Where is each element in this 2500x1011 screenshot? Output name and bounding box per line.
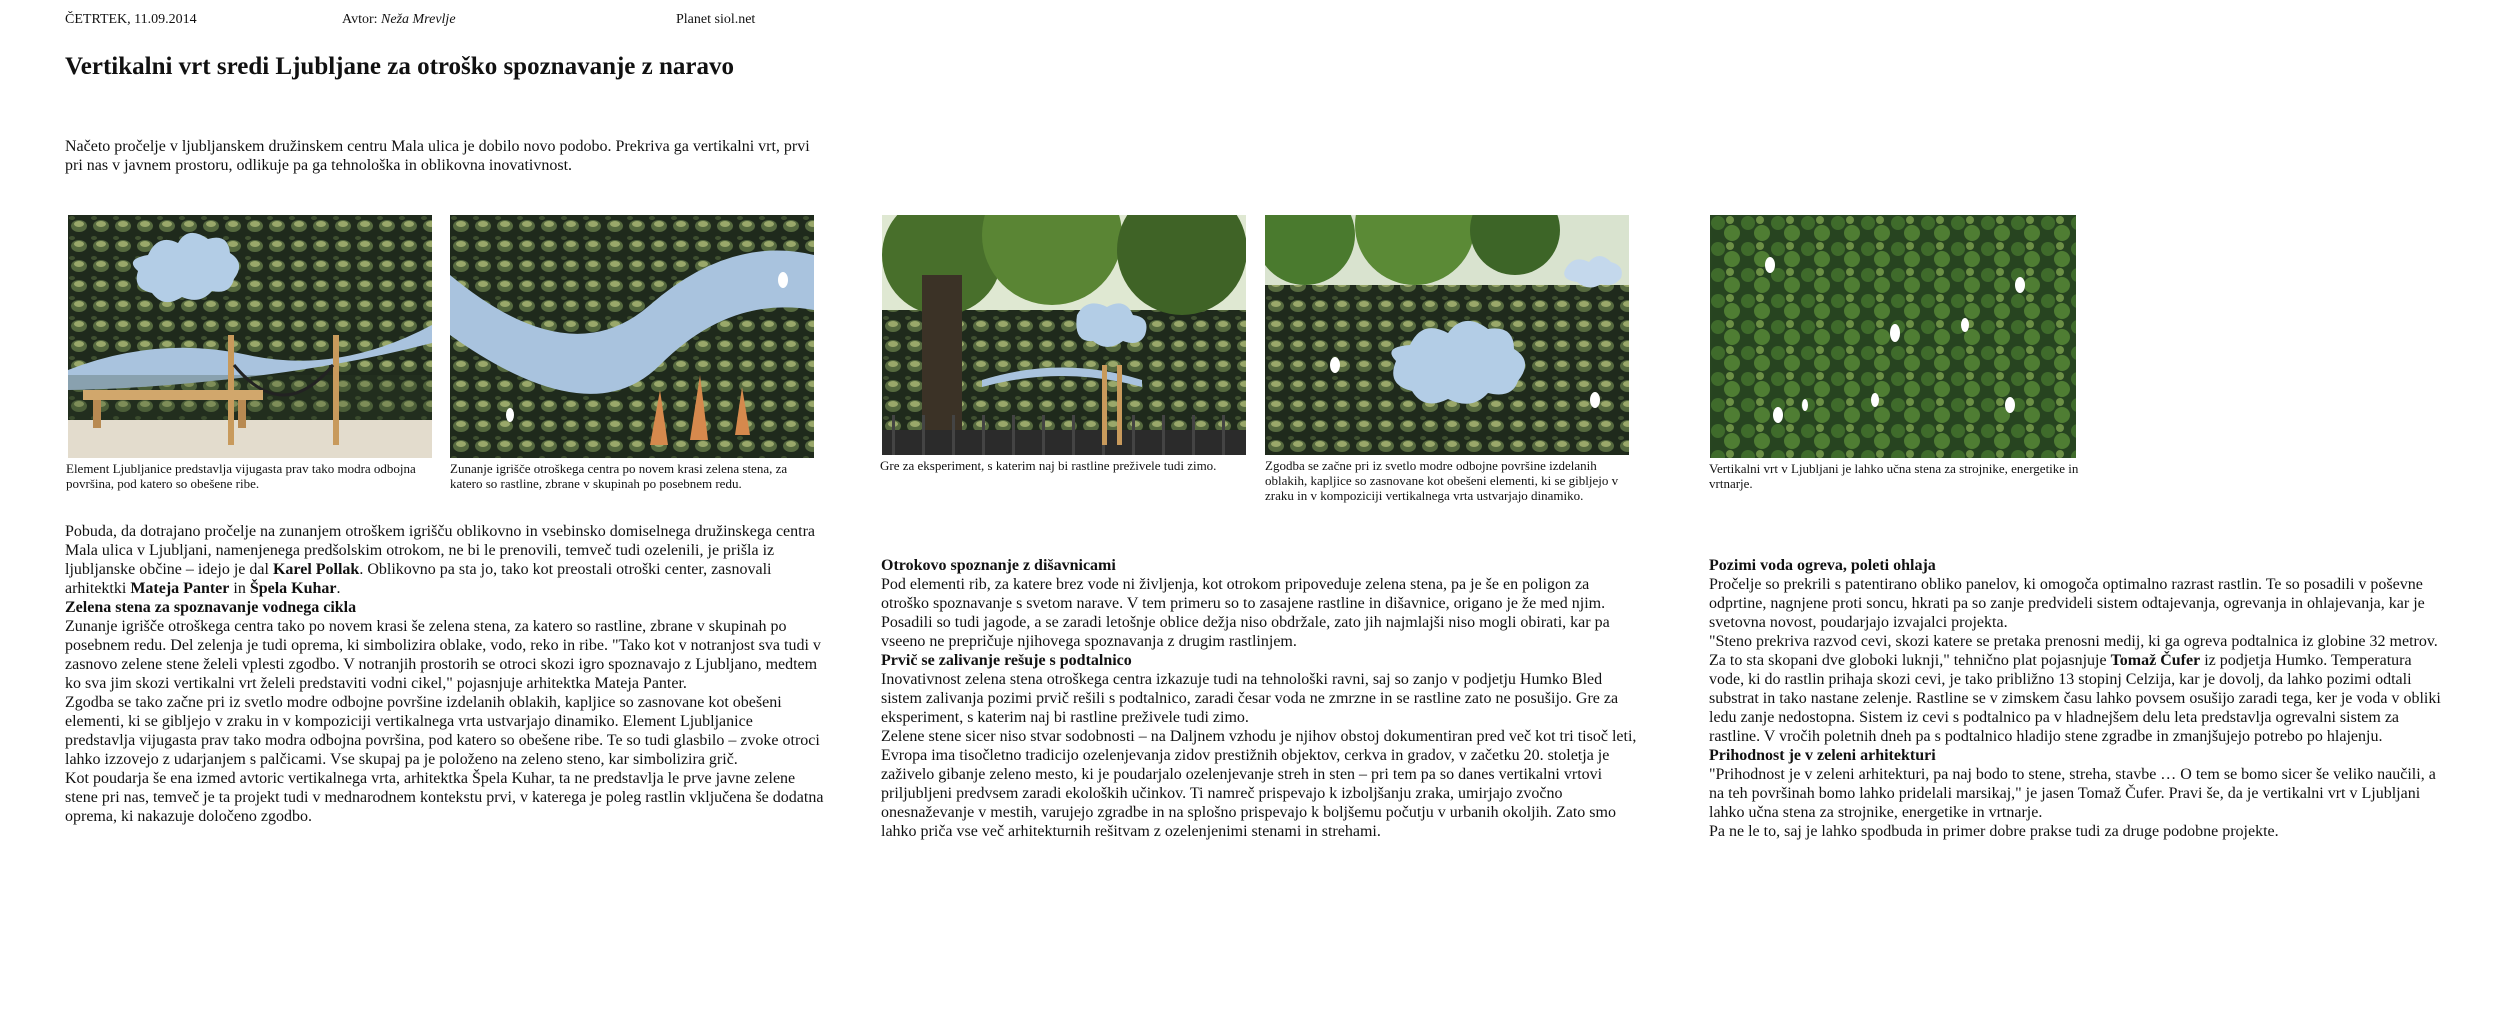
photo-green-wall-wave [450,215,814,458]
text-run: in [229,580,250,597]
section-heading: Otrokovo spoznanje z dišavnicami [881,557,1116,574]
text-run: . [336,580,341,597]
paragraph: Pod elementi rib, za katere brez vode ni življenja, kot otrokom pripoveduje zelena stena, pa je še en poligon za otroško spoznavanje s svetom narave. V tem primeru so to zasajene rastline in dišavnice, origano je že med njim. Posadili so tudi jagode, a se zaradi letošnje oblice dežja niso obdržale, zato jih najmlajši niso mogli obirati, kar pa vseeno ne prepričuje njihovega spoznavanja z drugim rastlinjem. [881,576,1610,650]
paragraph [1709,632,2449,746]
section-heading: Prvič se zalivanje rešuje s podtalnico [881,652,1132,669]
section-heading: Prihodnost je v zeleni arhitekturi [1709,747,1936,764]
paragraph: Zelene stene sicer niso stvar sodobnosti – na Daljnem vzhodu je njihov obstoj dokumentiran pred več kot tri tisoč leti, Evropa ima tisočletno tradicijo ozelenjevanja zidov prestižnih objektov, cerkva in gradov, v začetku 20. stoletja je zaživelo gibanje zeleno mesto, ki je poudarjalo ozelenjevanje streh in sten – pri tem pa so danes vertikalni vrtovi priljubljeni predvsem zaradi ekoloških učinkov. Ti namreč prispevajo k izboljšanju zraka, umirjajo zvočno onesnaževanje v mestih, varujejo zgradbe in na splošno prispevajo k boljšemu počutju v urbanih okoljih. Zato smo lahko priča vse več arhitekturnih rešitvam z ozelenjenimi stenami in strehami. [881,728,1637,840]
column-3 [1709,556,2449,841]
photo-green-wall-drops [1710,215,2076,458]
article-lead: Načeto pročelje v ljubljanskem družinskem centru Mala ulica je dobilo novo podobo. Prekriva ga vertikalni vrt, prvi pri nas v javnem prostoru, odlikuje pa ga tehnološka in oblikovna inovativnost. [65,138,810,174]
text-run: Pobuda, da dotrajano pročelje na zunanjem otroškem igrišču oblikovno in vsebinsko domiselnega družinskega centra Mala ulica v Ljubljani, namenjenega predšolskim otrokom, ne bi le prenovili, temveč tudi ozelenili, je prišla iz ljubljanske občine – idejo je dal [65,523,816,578]
photo-caption: Gre za eksperiment, s katerim naj bi rastline preživele tudi zimo. [880,458,1217,473]
author-name: Neža Mrevlje [381,12,456,27]
person-name: Karel Pollak [272,561,360,578]
person-name: Mateja Panter [130,580,230,597]
person-name: Tomaž Čufer [2110,652,2201,669]
photo-caption: Vertikalni vrt v Ljubljani je lahko učna stena za strojnike, energetike in vrtnarje. [1709,461,2079,491]
photo-caption: Zgodba se začne pri iz svetlo modre odbojne površine izdelanih oblakih, kapljice so zasnovane kot obešeni elementi, ki se gibljejo v zraku in v kompoziciji vertikalnega vrta ustvarjajo dinamiko. [1265,458,1619,503]
photo-bench-wave [68,215,432,458]
author-label: Avtor: [342,12,378,27]
paragraph: Kot poudarja še ena izmed avtoric vertikalnega vrta, arhitektka Špela Kuhar, ta ne predstavlja le prve javne zelene stene pri nas, temveč je ta projekt tudi v mednarodnem kontekstu prvi, v katerega je poleg rastlin vključena še dodatna oprema, ki nakazuje določeno zgodbo. [65,770,824,825]
photo-tree-wall [882,215,1246,455]
text-run: "Steno prekriva razvod cevi, skozi katere se pretaka prenosni medij, ki ga ogreva podtalnica iz globine 32 metrov. Za to sta skopani dve globoki luknji," tehnično plat pojasnjuje [1709,633,2438,669]
article-date: ČETRTEK, 11.09.2014 [65,12,197,27]
person-name: Špela Kuhar [249,580,337,597]
photo-caption: Zunanje igrišče otroškega centra po novem krasi zelena stena, za katero so rastline, zbrane v skupinah po posebnem redu. [450,461,788,491]
paragraph: Zgodba se tako začne pri iz svetlo modre odbojne površine izdelanih oblakih, kapljice so zasnovane kot obešeni elementi, ki se gibljejo v zraku in v kompoziciji vertikalnega vrta ustvarjajo dinamiko. Element Ljubljanice predstavlja vijugasta prav tako modra odbojna površina, pod katero so obešene ribe. Te so tudi glasbilo – zvoke otroci lahko izzovejo z udarjanjem s palčicami. Vse skupaj pa je položeno na zeleno steno, kar simbolizira grič. [65,694,820,768]
article-author [342,12,456,28]
paragraph: "Prihodnost je v zeleni arhitekturi, pa naj bodo to stene, streha, stavbe … O tem se bomo sicer še veliko naučili, a na teh površinah bomo lahko pridelali marsikaj," je jasen Tomaž Čufer. Pravi še, da je vertikalni vrt v Ljubljani lahko učna stena za strojnike, energetike in vrtnarje. [1709,766,2436,821]
text-run: iz podjetja Humko. Temperatura vode, ki do rastlin prihaja skozi cevi, je tako približno 13 stopinj Celzija, kar je dovolj, da lahko pozimi odtali substrat in tako nastane zelenje. Rastline se v zimskem času lahko povsem osušijo zaradi tega, ker je voda v obliki ledu zanje nedostopna. Sistem iz cevi s podtalnico pa v hladnejšem delu leta predstavlja ogrevalni sistem za rastline. V vročih poletnih dneh pa s podtalnico hladijo stene zgradbe in zmanjšujejo potrebo po hlajenju. [1709,652,2441,745]
photo-clouds-wall [1265,215,1629,455]
paragraph: Zunanje igrišče otroškega centra tako po novem krasi še zelena stena, za katero so rastline, zbrane v skupinah po posebnem redu. Del zelenja je tudi oprema, ki simbolizira oblake, vodo, reko in ribe. "Tako kot v notranjost sva tudi v zasnovo zelene stene želeli vplesti zgodbo. V notranjih prostorih se otroci skozi igro spoznavajo z Ljubljano, medtem ko sva jim skozi vertikalni vrt želeli predstaviti vodni cikel," pojasnjuje arhitektka Mateja Panter. [65,618,821,692]
paragraph [65,522,825,598]
paragraph: Inovativnost zelena stena otroškega centra izkazuje tudi na tehnološki ravni, saj so zanjo v podjetju Humko Bled sistem zalivanja pozimi prvič rešili s podtalnico, zaradi česar voda ne zmrzne in se rastline zato ne posušijo. Gre za eksperiment, s katerim naj bi rastline preživele tudi zimo. [881,671,1619,726]
article-title: Vertikalni vrt sredi Ljubljane za otroško spoznavanje z naravo [65,53,734,80]
section-heading: Pozimi voda ogreva, poleti ohlaja [1709,557,1936,574]
column-2 [881,556,1641,841]
photo-caption: Element Ljubljanice predstavlja vijugasta prav tako modra odbojna površina, pod katero so obešene ribe. [66,461,416,491]
article-source: Planet siol.net [676,12,756,27]
paragraph: Pa ne le to, saj je lahko spodbuda in primer dobre prakse tudi za druge podobne projekte. [1709,823,2279,840]
paragraph: Pročelje so prekrili s patentirano obliko panelov, ki omogoča optimalno razrast rastlin. Te so posadili v poševne odprtine, nagnjene proti soncu, hkrati pa so zanje predvideli sistem odtajevanja, ogrevanja in ohlajevanja, kar je svetovna novost, poudarjajo izvajalci projekta. [1709,576,2425,631]
section-heading: Zelena stena za spoznavanje vodnega cikla [65,599,357,616]
column-1 [65,522,825,826]
text-run: . Oblikovno pa sta jo, tako kot preostali otroški center, zasnovali arhitektki [65,561,772,597]
